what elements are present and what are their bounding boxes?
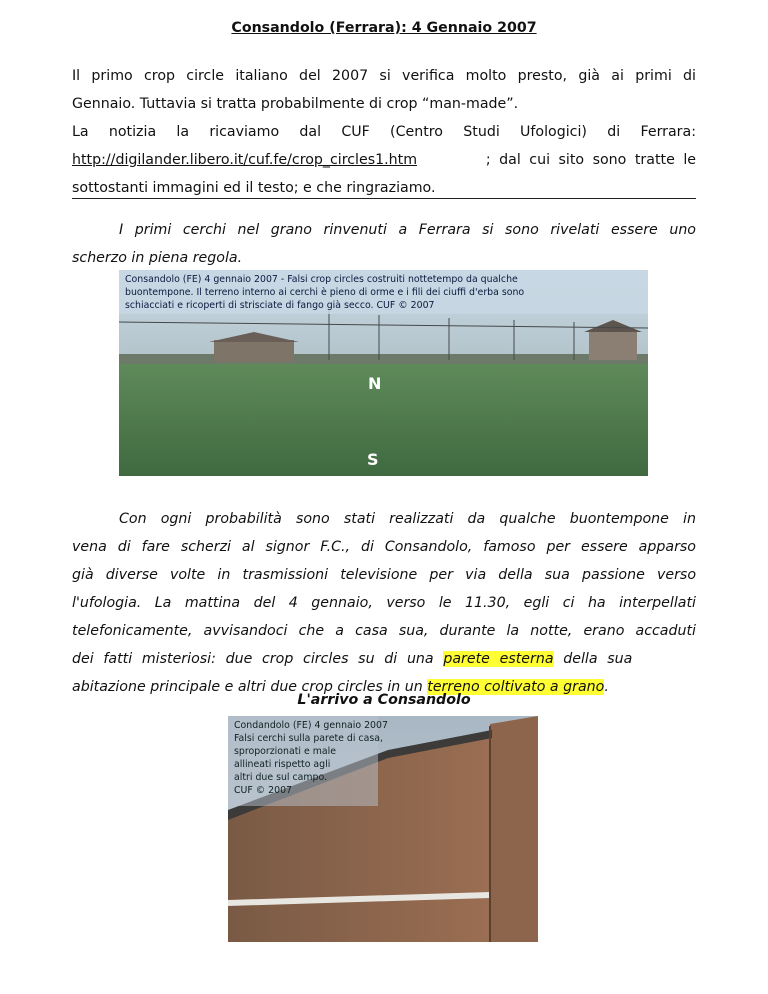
quote-paragraph — [72, 216, 696, 272]
intro-line-4-rest: ; dal cui sito sono tratte le — [485, 152, 696, 168]
section-subheading: L'arrivo a Consandolo — [297, 692, 471, 708]
body-paragraph — [72, 505, 696, 701]
intro-paragraph — [72, 62, 696, 202]
field-photo — [119, 270, 648, 476]
intro-line-4 — [72, 146, 696, 174]
body-line-6 — [72, 645, 696, 673]
page-title: Consandolo (Ferrara): 4 Gennaio 2007 — [231, 20, 537, 36]
body-line-4: l'ufologia. La mattina del 4 gennaio, verso le 11.30, egli ci ha interpellati — [72, 595, 696, 611]
quote-line-2: scherzo in piena regola. — [72, 250, 243, 266]
body-line-2: vena di fare scherzi al signor F.C., di Consandolo, famoso per essere apparso — [72, 539, 696, 555]
intro-line-5: sottostanti immagini ed il testo; e che ringraziamo. — [72, 180, 436, 196]
quote-line-1: I primi cerchi nel grano rinvenuti a Ferrara si sono rivelati essere uno — [119, 222, 696, 238]
body-line-1: Con ogni probabilità sono stati realizzati da qualche buontempone in — [119, 511, 696, 527]
body-line-5: telefonicamente, avvisandoci che a casa sua, durante la notte, erano accaduti — [72, 623, 696, 639]
highlight-parete-esterna: parete esterna — [443, 651, 554, 667]
north-label: N — [368, 374, 382, 393]
field-photo-caption: Consandolo (FE) 4 gennaio 2007 - Falsi crop circles costruiti nottetempo da qualche buontempone. Il terreno interno ai cerchi è pieno di orme e i fili dei ciuffi d'erba sono schiacciati e ricoperti di strisciate di fango già secco. CUF © 2007 — [125, 274, 525, 311]
intro-line-1: Il primo crop circle italiano del 2007 si verifica molto presto, già ai primi di — [72, 68, 696, 84]
cuf-link[interactable]: http://digilander.libero.it/cuf.fe/crop_circles1.htm — [72, 152, 418, 168]
section-divider — [72, 198, 696, 199]
highlight-terreno-coltivato: terreno coltivato a grano — [427, 679, 605, 695]
intro-line-2: Gennaio. Tuttavia si tratta probabilmente di crop “man-made”. — [72, 96, 519, 112]
body-line-7-b: . — [604, 679, 609, 695]
wall-photo — [228, 716, 538, 942]
body-line-7-a: abitazione principale e altri due crop circles in un — [72, 679, 428, 695]
south-label: S — [367, 450, 379, 469]
body-line-3: già diverse volte in trasmissioni televisione per via della sua passione verso — [72, 567, 696, 583]
wall-photo-caption: Condandolo (FE) 4 gennaio 2007 Falsi cerchi sulla parete di casa, sproporzionati e male allineati rispetto agli altri due sul campo. CUF © 2007 — [234, 720, 388, 796]
body-line-6-a: dei fatti misteriosi: due crop circles su di una — [72, 651, 444, 667]
body-line-6-b: della sua — [553, 651, 633, 667]
intro-line-3: La notizia la ricaviamo dal CUF (Centro Studi Ufologici) di Ferrara: — [72, 124, 696, 140]
